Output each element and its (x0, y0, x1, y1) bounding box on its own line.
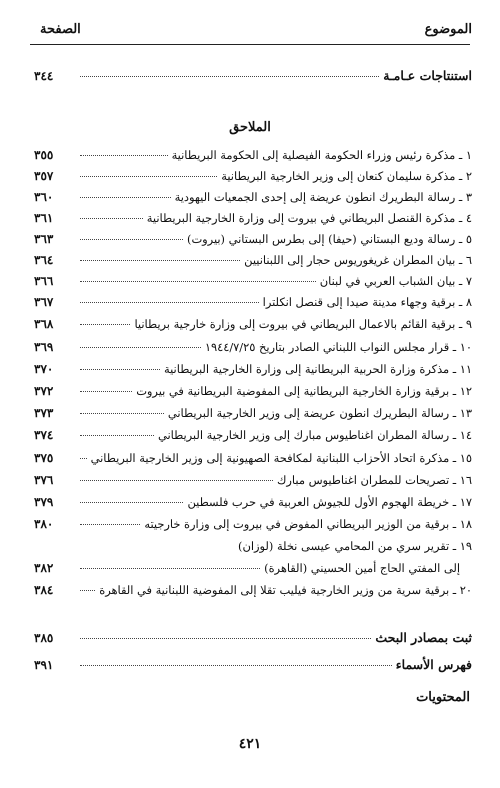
entry-title: ١٧ ـ خريطة الهجوم الأول للجيوش العربية في حرب فلسطين (187, 495, 472, 509)
entry-title: ثبت بمصادر البحث (375, 630, 472, 645)
dot-leader (80, 524, 140, 525)
entry-title: إلى المفتي الحاج أمين الحسيني (القاهرة) (264, 561, 460, 575)
entry-page: ٣٦٧ (34, 295, 54, 309)
toc-entry (34, 495, 472, 515)
toc-entry (34, 583, 472, 603)
toc-entry (34, 190, 472, 210)
toc-entry (34, 211, 472, 231)
header-page: الصفحة (40, 22, 81, 37)
dot-leader (80, 347, 201, 348)
entry-page: ٣٥٥ (34, 148, 54, 162)
entry-title: ٣ ـ رسالة البطريرك انطون عريضة إلى إحدى الجمعيات اليهودية (174, 190, 472, 204)
dot-leader (80, 281, 316, 282)
dot-leader (80, 260, 240, 261)
entry-page: ٣٧٤ (34, 428, 54, 442)
dot-leader (80, 458, 87, 459)
dot-leader (80, 665, 392, 666)
entry-page: ٣٦٤ (34, 253, 54, 267)
toc-entry (34, 539, 472, 559)
toc-entry (34, 295, 472, 315)
toc-entry (34, 517, 472, 537)
toc-entry (34, 428, 472, 448)
page-number: ٤٢١ (238, 736, 262, 752)
entry-page: ٣٨٥ (34, 631, 54, 645)
bibliography-entry (34, 630, 472, 650)
entry-title: ١٦ ـ تصريحات للمطران اغناطيوس مبارك (277, 473, 472, 487)
entry-title: ٧ ـ بيان الشباب العربي في لبنان (319, 274, 472, 288)
dot-leader (80, 480, 273, 481)
dot-leader (80, 502, 183, 503)
toc-entry-continued (34, 561, 460, 581)
entry-title: ٩ ـ برقية القائم بالاعمال البريطاني في بيروت إلى وزارة خارجية بريطانيا (134, 317, 472, 331)
header-subject: الموضوع (424, 22, 472, 37)
dot-leader (80, 369, 160, 370)
dot-leader (80, 218, 143, 219)
entry-title: ١٠ ـ قرار مجلس النواب اللبناني الصادر بتاريخ ١٩٤٤/٧/٢٥ (204, 340, 472, 354)
entry-title: ٤ ـ مذكرة القنصل البريطاني في بيروت إلى وزارة الخارجية البريطانية (146, 211, 472, 225)
dot-leader (80, 76, 379, 77)
toc-entry (34, 384, 472, 404)
header-rule (30, 44, 470, 45)
entry-title: ٨ ـ برقية وجهاء مدينة صيدا إلى قنصل انكلترا (262, 295, 472, 309)
appendix-title: الملاحق (229, 120, 271, 135)
entry-page: ٣٧٥ (34, 451, 54, 465)
dot-leader (80, 324, 130, 325)
entry-page: ٣٨٠ (34, 517, 54, 531)
entry-page: ٣٦٩ (34, 340, 54, 354)
toc-entry (34, 473, 472, 493)
dot-leader (80, 590, 95, 591)
dot-leader (80, 176, 217, 177)
index-entry (34, 657, 472, 677)
entry-page: ٣٤٤ (34, 69, 54, 83)
entry-title: ١٣ ـ رسالة البطريرك انطون عريضة إلى وزير الخارجية البريطاني (167, 406, 472, 420)
toc-entry (34, 232, 472, 252)
entry-title: استنتاجات عـامـة (383, 68, 472, 83)
entry-page: ٣٦٠ (34, 190, 54, 204)
summary-entry (34, 68, 472, 88)
dot-leader (80, 413, 164, 414)
entry-title: ١٢ ـ برقية وزارة الخارجية البريطانية إلى المفوضية البريطانية في بيروت (136, 384, 472, 398)
entry-title: فهرس الأسماء (395, 657, 472, 672)
dot-leader (80, 239, 183, 240)
toc-entry (34, 406, 472, 426)
toc-entry (34, 274, 472, 294)
entry-page: ٣٦١ (34, 211, 54, 225)
toc-entry (34, 317, 472, 337)
entry-page: ٣٦٣ (34, 232, 54, 246)
entry-page: ٣٨٢ (34, 561, 54, 575)
dot-leader (80, 155, 168, 156)
entry-page: ٣٧٠ (34, 362, 54, 376)
dot-leader (80, 302, 259, 303)
entry-page: ٣٩١ (34, 658, 54, 672)
toc-entry (34, 362, 472, 382)
dot-leader (80, 568, 260, 569)
toc-entry (34, 148, 472, 168)
entry-page: ٣٧٩ (34, 495, 54, 509)
entry-page: ٣٦٨ (34, 317, 54, 331)
entry-title: ١٤ ـ رسالة المطران اغناطيوس مبارك إلى وزير الخارجية البريطاني (157, 428, 472, 442)
toc-entry (34, 253, 472, 273)
entry-page: ٣٨٤ (34, 583, 54, 597)
entry-page: ٣٧٦ (34, 473, 54, 487)
toc-entry (34, 340, 472, 360)
toc-entry (34, 169, 472, 189)
dot-leader (80, 435, 154, 436)
dot-leader (80, 638, 371, 639)
entry-title: ١٩ ـ تقرير سري من المحامي عيسى نخلة (لوزان) (238, 539, 472, 553)
entry-title: ٥ ـ رسالة وديع البستاني (حيفا) إلى بطرس البستاني (بيروت) (187, 232, 472, 246)
entry-title: ١٥ ـ مذكرة اتحاد الأحزاب اللبنانية لمكافحة الصهيونية إلى وزير الخارجية البريطاني (90, 451, 472, 465)
entry-title: ٢ ـ مذكرة سليمان كنعان إلى وزير الخارجية البريطانية (221, 169, 472, 183)
entry-page: ٣٧٢ (34, 384, 54, 398)
entry-page: ٣٥٧ (34, 169, 54, 183)
entry-title: ١٨ ـ برقية من الوزير البريطاني المفوض في بيروت إلى وزارة خارجيته (144, 517, 472, 531)
toc-entry (34, 451, 472, 471)
entry-title: ١١ ـ مذكرة وزارة الحربية البريطانية إلى وزارة الخارجية البريطانية (164, 362, 472, 376)
entry-page: ٣٦٦ (34, 274, 54, 288)
contents-title: المحتويات (416, 690, 470, 705)
entry-page: ٣٧٣ (34, 406, 54, 420)
dot-leader (80, 391, 132, 392)
entry-title: ٦ ـ بيان المطران غريغوريوس حجار إلى اللبنانيين (244, 253, 472, 267)
dot-leader (80, 197, 171, 198)
entry-title: ١ ـ مذكرة رئيس وزراء الحكومة الفيصلية إلى الحكومة البريطانية (171, 148, 472, 162)
entry-title: ٢٠ ـ برقية سرية من وزير الخارجية فيليب تقلا إلى المفوضية اللبنانية في القاهرة (99, 583, 472, 597)
